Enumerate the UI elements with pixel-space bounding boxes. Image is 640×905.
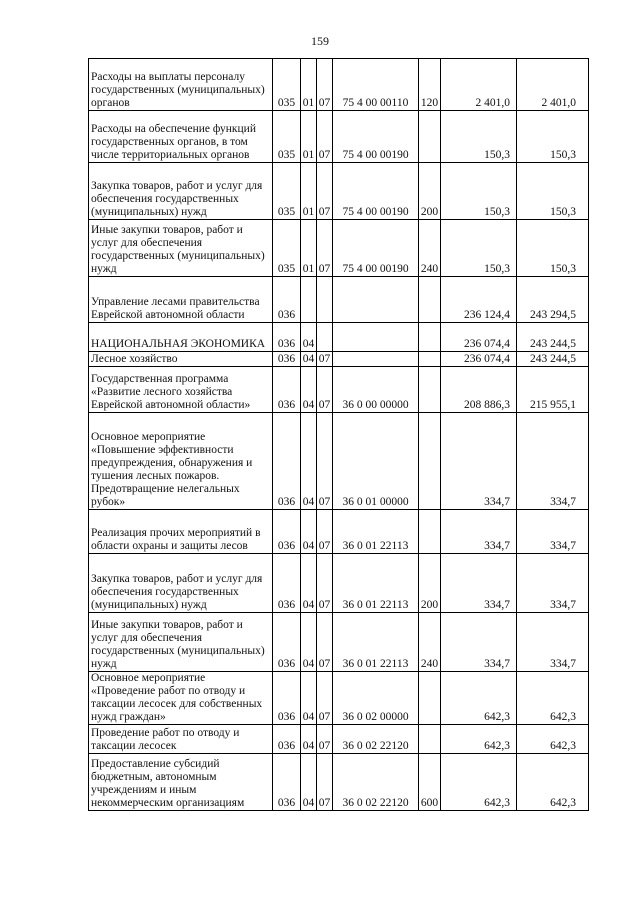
section-code: [301, 277, 317, 323]
subsection-code: 07: [317, 510, 333, 554]
amount-year-1: 236 074,4: [441, 323, 517, 352]
budget-table: [88, 58, 589, 811]
amount-year-2: 642,3: [517, 754, 589, 811]
target-article-code: 36 0 01 22113: [333, 613, 419, 672]
subsection-code: 07: [317, 613, 333, 672]
amount-year-1: 334,7: [441, 554, 517, 613]
section-code: 04: [301, 554, 317, 613]
ministry-code: 036: [273, 725, 301, 754]
amount-year-2: 642,3: [517, 672, 589, 725]
ministry-code: 036: [273, 754, 301, 811]
section-code: 04: [301, 672, 317, 725]
row-name: Управление лесами правительства Еврейской автономной области: [89, 277, 273, 323]
ministry-code: 036: [273, 367, 301, 413]
expense-type-code: [419, 510, 441, 554]
ministry-code: 036: [273, 277, 301, 323]
subsection-code: 07: [317, 554, 333, 613]
section-code: 04: [301, 754, 317, 811]
subsection-code: 07: [317, 163, 333, 220]
amount-year-2: 215 955,1: [517, 367, 589, 413]
section-code: 04: [301, 613, 317, 672]
expense-type-code: [419, 413, 441, 510]
subsection-code: 07: [317, 367, 333, 413]
amount-year-2: 334,7: [517, 613, 589, 672]
ministry-code: 036: [273, 510, 301, 554]
amount-year-1: 334,7: [441, 510, 517, 554]
row-name: Государственная программа «Развитие лесного хозяйства Еврейской автономной области»: [89, 367, 273, 413]
ministry-code: 036: [273, 413, 301, 510]
row-name: Реализация прочих мероприятий в области охраны и защиты лесов: [89, 510, 273, 554]
subsection-code: 07: [317, 111, 333, 163]
target-article-code: 36 0 00 00000: [333, 367, 419, 413]
amount-year-2: 150,3: [517, 220, 589, 277]
subsection-code: 07: [317, 59, 333, 111]
section-code: 04: [301, 413, 317, 510]
table-row: [89, 754, 589, 811]
section-code: 01: [301, 111, 317, 163]
amount-year-2: 334,7: [517, 510, 589, 554]
expense-type-code: [419, 277, 441, 323]
row-name: Проведение работ по отводу и таксации лесосек: [89, 725, 273, 754]
table-row: [89, 510, 589, 554]
section-code: 01: [301, 220, 317, 277]
target-article-code: 36 0 02 22120: [333, 754, 419, 811]
expense-type-code: [419, 367, 441, 413]
row-name: Иные закупки товаров, работ и услуг для обеспечения государственных (муниципальных) нужд: [89, 613, 273, 672]
target-article-code: 75 4 00 00110: [333, 59, 419, 111]
amount-year-2: 150,3: [517, 163, 589, 220]
subsection-code: 07: [317, 220, 333, 277]
table-row: [89, 413, 589, 510]
subsection-code: 07: [317, 754, 333, 811]
subsection-code: 07: [317, 672, 333, 725]
amount-year-1: 150,3: [441, 220, 517, 277]
table-row: [89, 277, 589, 323]
amount-year-1: 334,7: [441, 613, 517, 672]
row-name: Предоставление субсидий бюджетным, автономным учреждениям и иным некоммерческим организациям: [89, 754, 273, 811]
row-name: Основное мероприятие «Повышение эффективности предупреждения, обнаружения и тушения лесных пожаров. Предотвращение нелегальных рубок»: [89, 413, 273, 510]
expense-type-code: [419, 352, 441, 367]
target-article-code: 75 4 00 00190: [333, 163, 419, 220]
amount-year-2: 243 244,5: [517, 352, 589, 367]
expense-type-code: 200: [419, 163, 441, 220]
expense-type-code: 120: [419, 59, 441, 111]
table-row: [89, 163, 589, 220]
row-name: НАЦИОНАЛЬНАЯ ЭКОНОМИКА: [89, 323, 273, 352]
table-row: [89, 352, 589, 367]
page-number: 159: [311, 34, 329, 48]
ministry-code: 035: [273, 220, 301, 277]
section-code: 04: [301, 725, 317, 754]
amount-year-2: 334,7: [517, 554, 589, 613]
amount-year-1: 150,3: [441, 111, 517, 163]
amount-year-2: 243 294,5: [517, 277, 589, 323]
ministry-code: 036: [273, 554, 301, 613]
table-row: [89, 613, 589, 672]
table-row: [89, 220, 589, 277]
expense-type-code: [419, 323, 441, 352]
table-row: [89, 323, 589, 352]
amount-year-1: 642,3: [441, 754, 517, 811]
amount-year-1: 334,7: [441, 413, 517, 510]
target-article-code: [333, 352, 419, 367]
target-article-code: 36 0 02 22120: [333, 725, 419, 754]
amount-year-1: 236 124,4: [441, 277, 517, 323]
expense-type-code: [419, 111, 441, 163]
target-article-code: [333, 323, 419, 352]
subsection-code: 07: [317, 352, 333, 367]
table-row: [89, 111, 589, 163]
ministry-code: 036: [273, 323, 301, 352]
ministry-code: 036: [273, 672, 301, 725]
expense-type-code: 200: [419, 554, 441, 613]
amount-year-2: 642,3: [517, 725, 589, 754]
amount-year-1: 642,3: [441, 672, 517, 725]
ministry-code: 036: [273, 613, 301, 672]
target-article-code: 36 0 01 00000: [333, 413, 419, 510]
target-article-code: 75 4 00 00190: [333, 111, 419, 163]
section-code: 04: [301, 510, 317, 554]
table-row: [89, 725, 589, 754]
table-row: [89, 367, 589, 413]
ministry-code: 035: [273, 59, 301, 111]
target-article-code: 36 0 02 00000: [333, 672, 419, 725]
row-name: Иные закупки товаров, работ и услуг для обеспечения государственных (муниципальных) нужд: [89, 220, 273, 277]
target-article-code: [333, 277, 419, 323]
row-name: Лесное хозяйство: [89, 352, 273, 367]
expense-type-code: [419, 672, 441, 725]
expense-type-code: 600: [419, 754, 441, 811]
table-row: [89, 554, 589, 613]
amount-year-2: 150,3: [517, 111, 589, 163]
row-name: Закупка товаров, работ и услуг для обеспечения государственных (муниципальных) нужд: [89, 163, 273, 220]
expense-type-code: 240: [419, 220, 441, 277]
table-row: [89, 59, 589, 111]
subsection-code: 07: [317, 725, 333, 754]
ministry-code: 035: [273, 111, 301, 163]
amount-year-1: 236 074,4: [441, 352, 517, 367]
ministry-code: 035: [273, 163, 301, 220]
amount-year-1: 642,3: [441, 725, 517, 754]
section-code: 04: [301, 323, 317, 352]
target-article-code: 36 0 01 22113: [333, 554, 419, 613]
target-article-code: 75 4 00 00190: [333, 220, 419, 277]
row-name: Расходы на обеспечение функций государственных органов, в том числе территориальных органов: [89, 111, 273, 163]
expense-type-code: [419, 725, 441, 754]
amount-year-2: 243 244,5: [517, 323, 589, 352]
amount-year-2: 2 401,0: [517, 59, 589, 111]
amount-year-1: 150,3: [441, 163, 517, 220]
amount-year-1: 208 886,3: [441, 367, 517, 413]
subsection-code: 07: [317, 413, 333, 510]
target-article-code: 36 0 01 22113: [333, 510, 419, 554]
ministry-code: 036: [273, 352, 301, 367]
section-code: 01: [301, 163, 317, 220]
expense-type-code: 240: [419, 613, 441, 672]
section-code: 01: [301, 59, 317, 111]
amount-year-1: 2 401,0: [441, 59, 517, 111]
subsection-code: [317, 323, 333, 352]
section-code: 04: [301, 352, 317, 367]
amount-year-2: 334,7: [517, 413, 589, 510]
subsection-code: [317, 277, 333, 323]
row-name: Расходы на выплаты персоналу государственных (муниципальных) органов: [89, 59, 273, 111]
section-code: 04: [301, 367, 317, 413]
row-name: Основное мероприятие «Проведение работ по отводу и таксации лесосек для собственных нужд граждан»: [89, 672, 273, 725]
table-row: [89, 672, 589, 725]
row-name: Закупка товаров, работ и услуг для обеспечения государственных (муниципальных) нужд: [89, 554, 273, 613]
